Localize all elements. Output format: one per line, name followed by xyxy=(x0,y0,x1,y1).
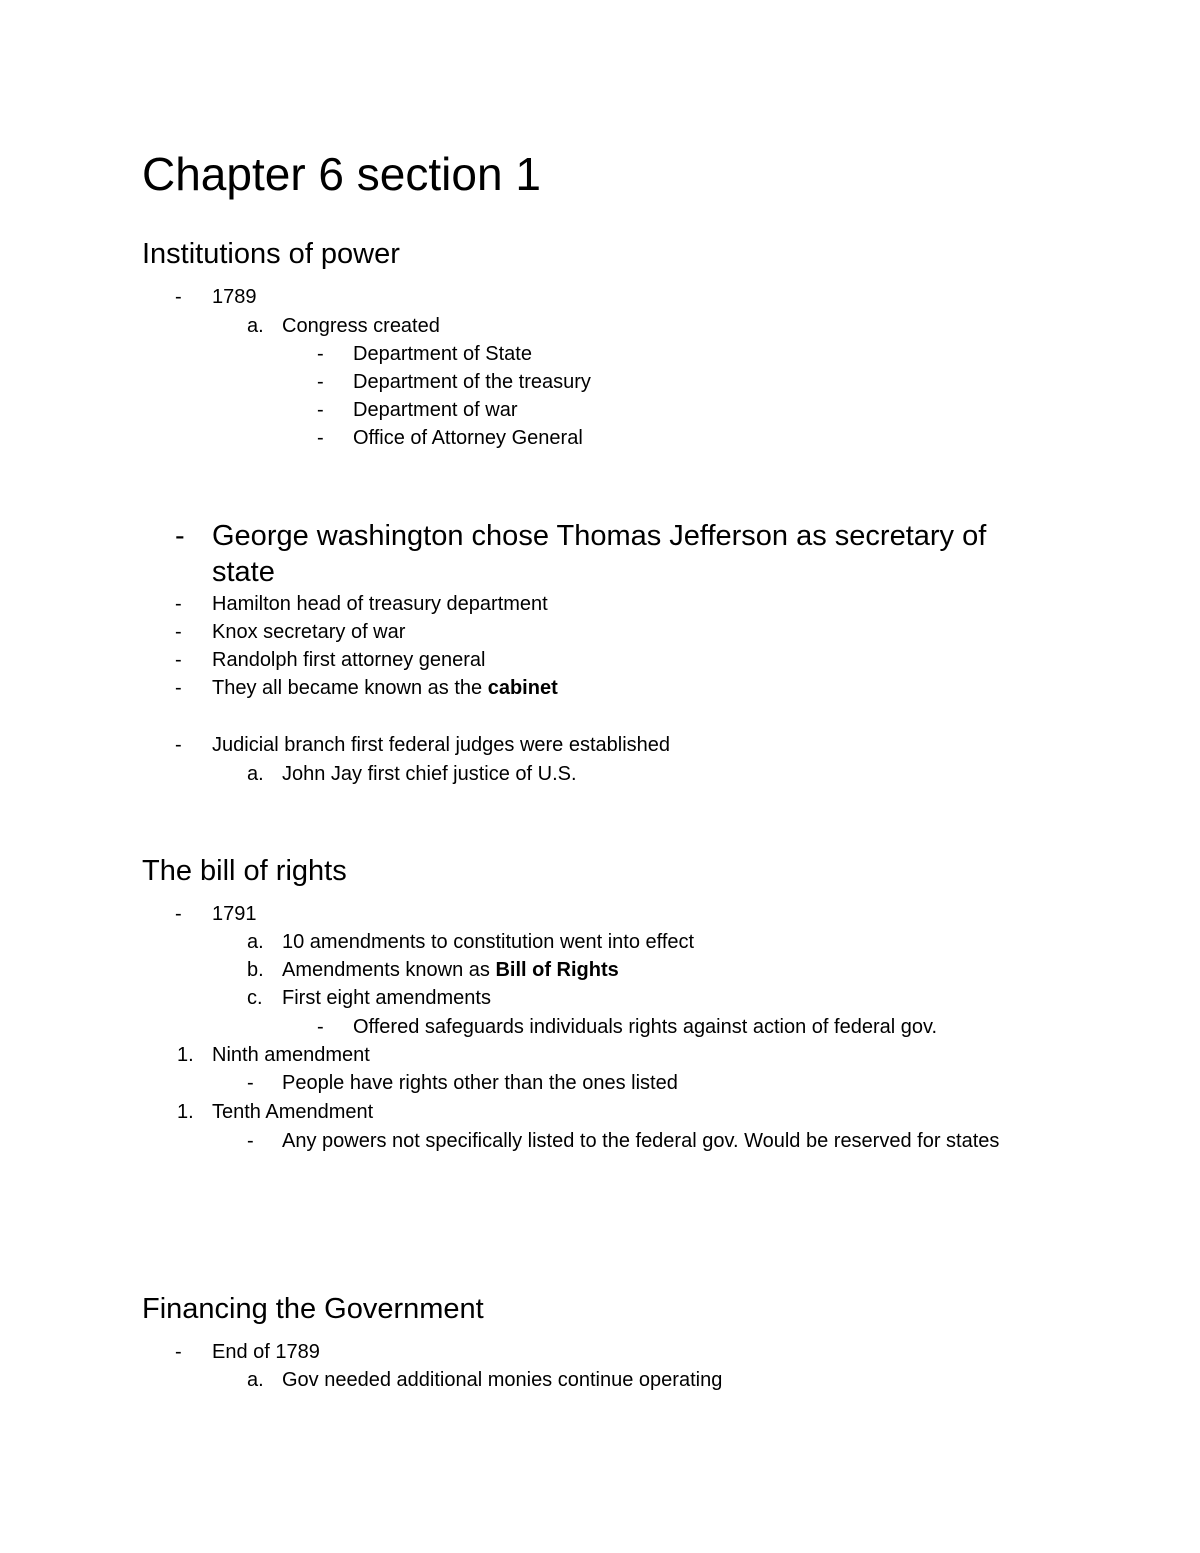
dash-marker: - xyxy=(317,427,324,449)
hamilton-line: Hamilton head of treasury department xyxy=(212,593,548,615)
amendments-known-prefix: Amendments known as xyxy=(282,959,496,981)
number-marker: 1. xyxy=(177,1044,194,1066)
dash-marker: - xyxy=(175,286,182,308)
section-heading-financing: Financing the Government xyxy=(142,1293,484,1325)
dash-marker: - xyxy=(175,520,185,552)
year-1791: 1791 xyxy=(212,903,257,925)
letter-marker: a. xyxy=(247,763,264,785)
dash-marker: - xyxy=(317,371,324,393)
dash-marker: - xyxy=(175,734,182,756)
safeguards-line: Offered safeguards individuals rights against action of federal gov. xyxy=(353,1016,938,1038)
knox-line: Knox secretary of war xyxy=(212,621,406,643)
letter-marker: a. xyxy=(247,931,264,953)
cabinet-prefix: They all became known as the xyxy=(212,677,488,699)
section-heading-institutions: Institutions of power xyxy=(142,238,400,270)
dash-marker: - xyxy=(175,903,182,925)
tenth-amendment: Tenth Amendment xyxy=(212,1101,374,1123)
dash-marker: - xyxy=(317,343,324,365)
washington-line-cont: state xyxy=(212,556,275,588)
year-1789: 1789 xyxy=(212,286,257,308)
dash-marker: - xyxy=(175,621,182,643)
bill-of-rights-bold: Bill of Rights xyxy=(495,959,619,981)
department-item: Department of war xyxy=(353,399,518,421)
cabinet-line xyxy=(212,678,558,698)
amendments-known xyxy=(282,960,619,980)
dash-marker: - xyxy=(175,649,182,671)
section-heading-bill-of-rights: The bill of rights xyxy=(142,855,347,887)
congress-created: Congress created xyxy=(282,315,440,337)
dash-marker: - xyxy=(317,1016,324,1038)
department-item: Department of State xyxy=(353,343,532,365)
letter-marker: a. xyxy=(247,1369,264,1391)
tenth-sub: Any powers not specifically listed to the federal gov. Would be reserved for states xyxy=(282,1130,1000,1152)
jay-line: John Jay first chief justice of U.S. xyxy=(282,763,577,785)
cabinet-bold: cabinet xyxy=(487,677,558,699)
dash-marker: - xyxy=(175,677,182,699)
randolph-line: Randolph first attorney general xyxy=(212,649,486,671)
letter-marker: c. xyxy=(247,987,263,1009)
gov-needed: Gov needed additional monies continue operating xyxy=(282,1369,723,1391)
ninth-sub: People have rights other than the ones listed xyxy=(282,1072,678,1094)
judicial-line: Judicial branch first federal judges were established xyxy=(212,734,671,756)
washington-line: George washington chose Thomas Jefferson as secretary of xyxy=(212,520,987,552)
letter-marker: a. xyxy=(247,315,264,337)
department-item: Department of the treasury xyxy=(353,371,591,393)
ninth-amendment: Ninth amendment xyxy=(212,1044,370,1066)
dash-marker: - xyxy=(317,399,324,421)
page-title: Chapter 6 section 1 xyxy=(142,148,541,200)
end-of-1789: End of 1789 xyxy=(212,1341,320,1363)
amendments-effect: 10 amendments to constitution went into effect xyxy=(282,931,695,953)
first-eight: First eight amendments xyxy=(282,987,491,1009)
department-item: Office of Attorney General xyxy=(353,427,583,449)
dash-marker: - xyxy=(247,1130,254,1152)
number-marker: 1. xyxy=(177,1101,194,1123)
letter-marker: b. xyxy=(247,959,264,981)
dash-marker: - xyxy=(175,593,182,615)
dash-marker: - xyxy=(247,1072,254,1094)
dash-marker: - xyxy=(175,1341,182,1363)
